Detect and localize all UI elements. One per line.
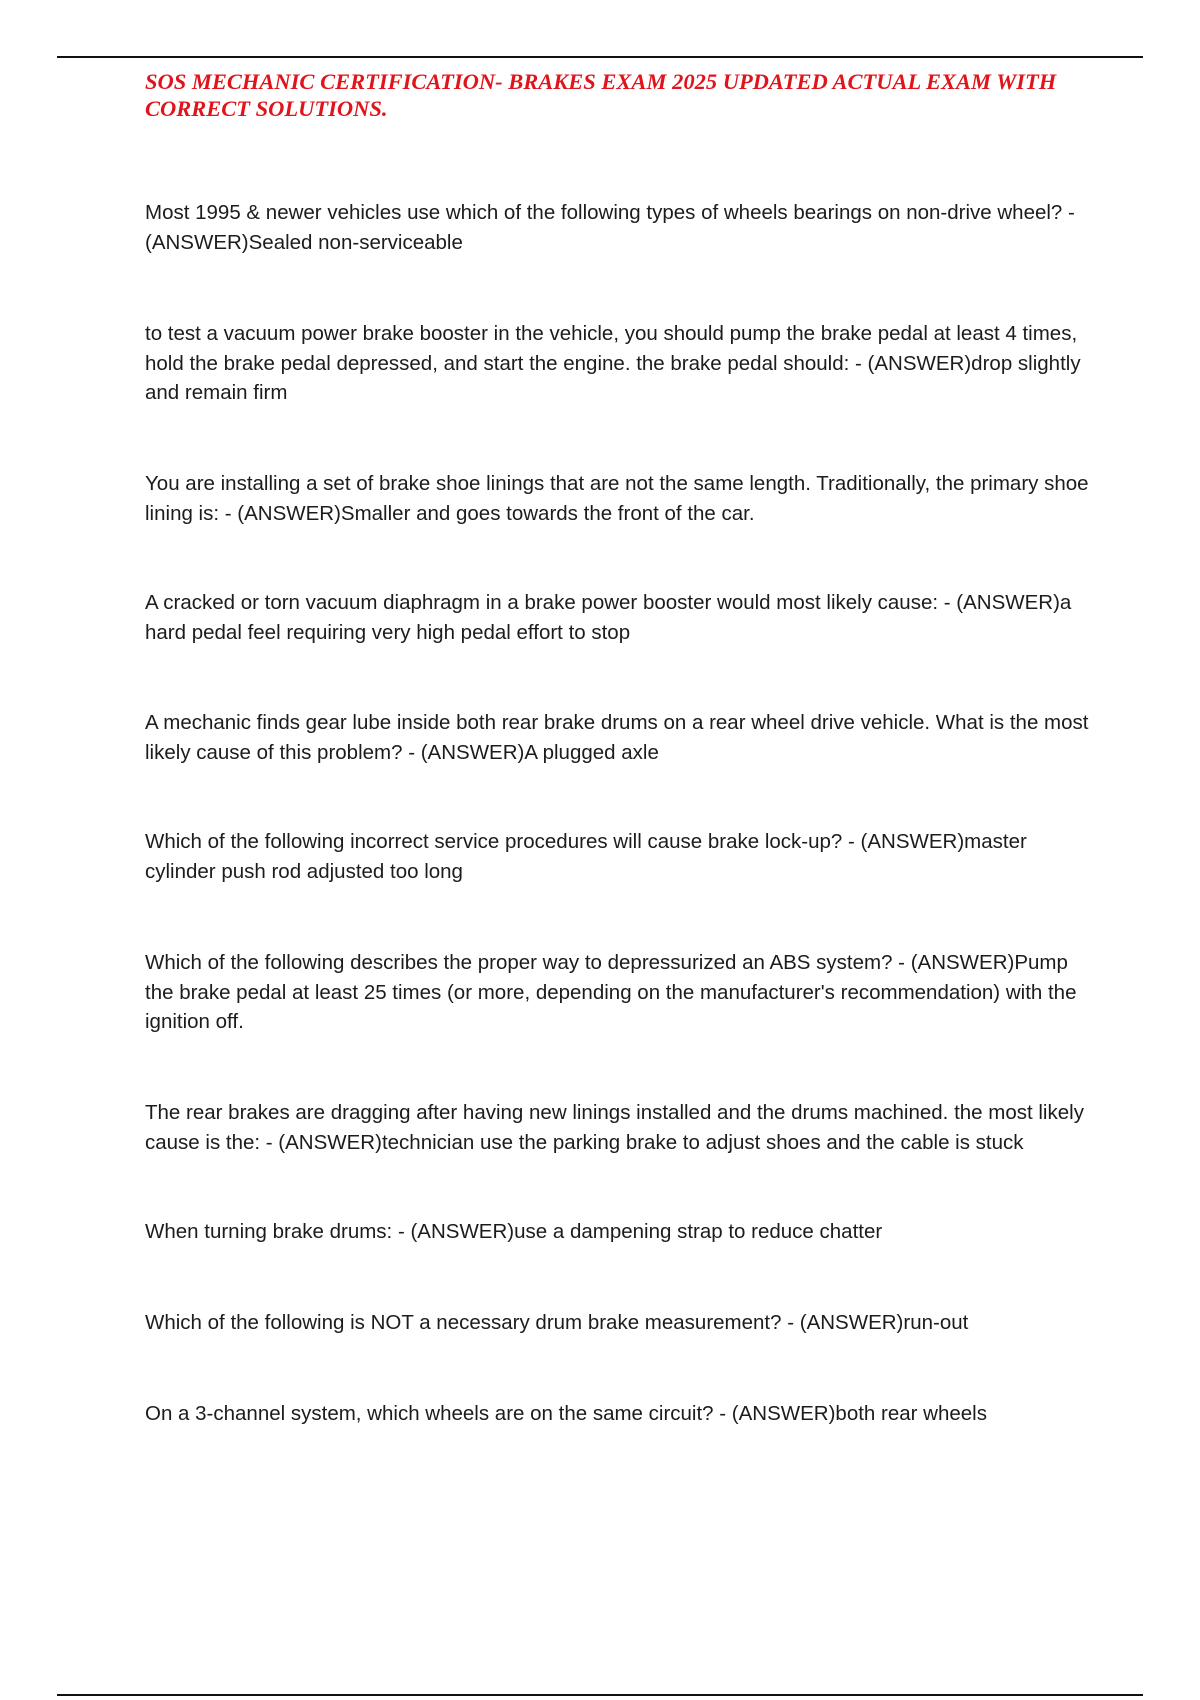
qa-item: to test a vacuum power brake booster in the vehicle, you should pump the brake pedal at least 4 times, hold the brake pedal depressed, and start the engine. the brake pedal should: - (ANSWER)drop slightly and remain firm [145,322,1081,404]
qa-item: When turning brake drums: - (ANSWER)use a dampening strap to reduce chatter [145,1220,883,1243]
qa-item: Which of the following incorrect service procedures will cause brake lock-up? - (ANSWER)master cylinder push rod adjusted too long [145,830,1027,883]
qa-item: A cracked or torn vacuum diaphragm in a brake power booster would most likely cause: - (ANSWER)a hard pedal feel requiring very high pedal effort to stop [145,591,1072,644]
qa-item: You are installing a set of brake shoe linings that are not the same length. Traditionally, the primary shoe lining is: - (ANSWER)Smaller and goes towards the front of the car. [145,472,1089,525]
qa-item: On a 3-channel system, which wheels are on the same circuit? - (ANSWER)both rear wheels [145,1402,987,1425]
document-title: SOS MECHANIC CERTIFICATION- BRAKES EXAM 2025 UPDATED ACTUAL EXAM WITH CORRECT SOLUTIONS. [145,69,1057,121]
qa-item: Which of the following describes the proper way to depressurized an ABS system? - (ANSWER)Pump the brake pedal at least 25 times (or more, depending on the manufacturer's recommendation) with the ignition off. [145,951,1077,1033]
qa-item: Most 1995 & newer vehicles use which of the following types of wheels bearings on non-drive wheel? - (ANSWER)Sealed non-serviceable [145,201,1075,254]
qa-item: Which of the following is NOT a necessary drum brake measurement? - (ANSWER)run-out [145,1311,969,1334]
qa-item: The rear brakes are dragging after having new linings installed and the drums machined. the most likely cause is the: - (ANSWER)technician use the parking brake to adjust shoes and the cable is stuck [145,1101,1084,1154]
qa-item: A mechanic finds gear lube inside both rear brake drums on a rear wheel drive vehicle. What is the most likely cause of this problem? - (ANSWER)A plugged axle [145,711,1089,764]
bottom-divider [57,1694,1143,1696]
top-divider [57,56,1143,58]
